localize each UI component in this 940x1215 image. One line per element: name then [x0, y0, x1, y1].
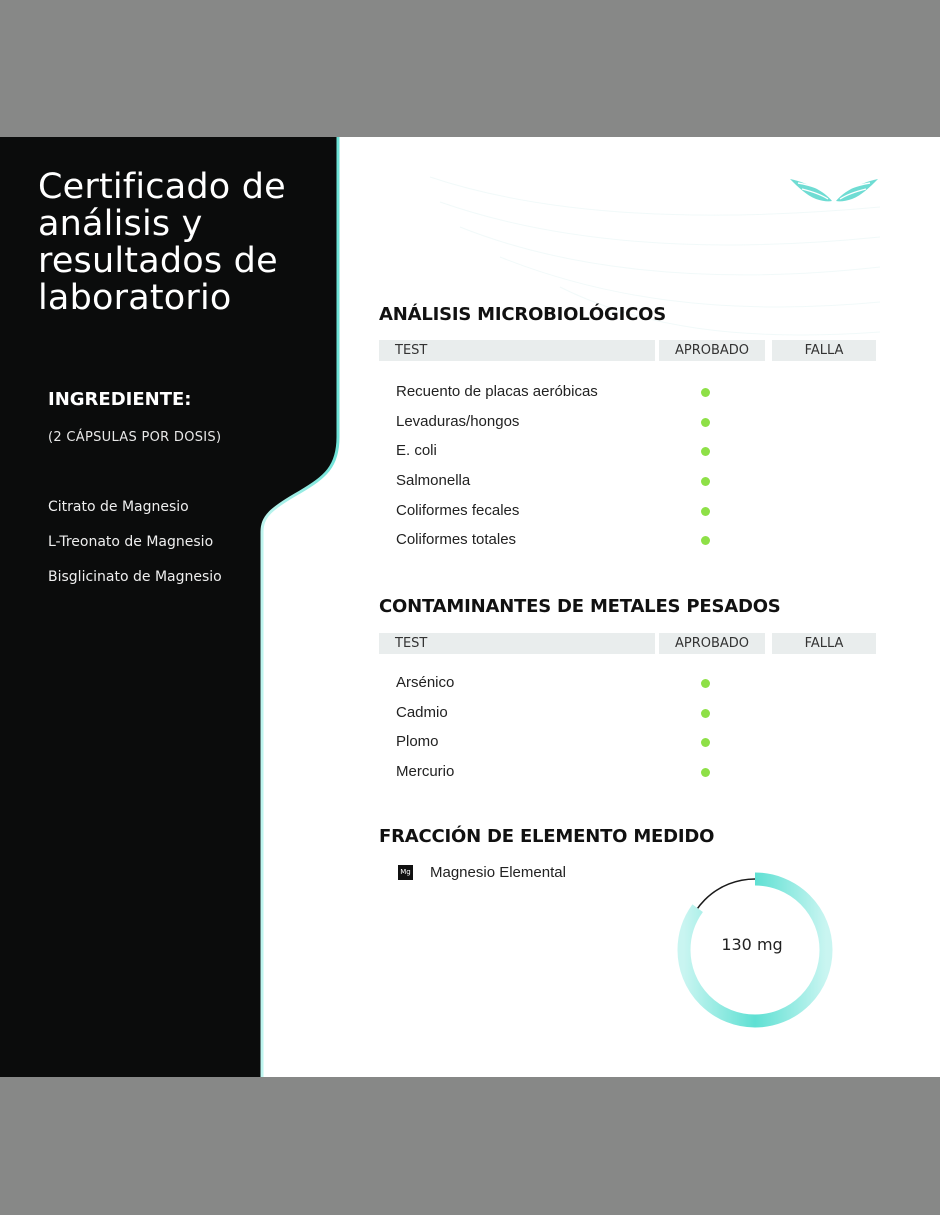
- green-dot-icon: [701, 418, 710, 427]
- green-dot-icon: [701, 738, 710, 747]
- green-dot-icon: [701, 536, 710, 545]
- table-row: [396, 412, 876, 442]
- green-dot-icon: [701, 477, 710, 486]
- page-title: Certificado de análisis y resultados de laboratorio: [38, 167, 286, 318]
- table-row: [396, 762, 876, 792]
- mg-element-icon: Mg: [398, 865, 413, 880]
- dose-note: (2 CÁPSULAS POR DOSIS): [48, 430, 222, 445]
- heavy-metals-table-header: [379, 633, 876, 654]
- test-name: Salmonella: [396, 472, 471, 490]
- header-approved: APROBADO: [659, 633, 765, 654]
- green-dot-icon: [701, 709, 710, 718]
- test-name: E. coli: [396, 442, 437, 460]
- test-name: Cadmio: [396, 703, 448, 721]
- heavy-metals-rows: [396, 673, 876, 792]
- header-fail: FALLA: [772, 340, 876, 361]
- ingredient-heading: INGREDIENTE:: [48, 389, 192, 410]
- green-dot-icon: [701, 388, 710, 397]
- header-fail: FALLA: [772, 633, 876, 654]
- microbiological-title: ANÁLISIS MICROBIOLÓGICOS: [379, 304, 666, 325]
- table-row: [396, 501, 876, 531]
- table-row: [396, 441, 876, 471]
- table-row: [396, 382, 876, 412]
- header-test: TEST: [379, 340, 655, 361]
- test-name: Coliformes totales: [396, 531, 517, 549]
- test-name: Coliformes fecales: [396, 501, 520, 519]
- ingredient-item: L-Treonato de Magnesio: [48, 534, 214, 550]
- heavy-metals-title: CONTAMINANTES DE METALES PESADOS: [379, 596, 781, 617]
- test-name: Arsénico: [396, 674, 455, 691]
- test-name: Recuento de placas aeróbicas: [396, 383, 598, 400]
- table-row: [396, 703, 876, 733]
- green-dot-icon: [701, 679, 710, 688]
- green-dot-icon: [701, 768, 710, 777]
- table-row: [396, 673, 876, 703]
- wings-logo-icon: [788, 173, 880, 207]
- test-name: Plomo: [396, 733, 439, 751]
- element-fraction-title: FRACCIÓN DE ELEMENTO MEDIDO: [379, 826, 715, 847]
- header-approved: APROBADO: [659, 340, 765, 361]
- ingredient-item: Citrato de Magnesio: [48, 499, 189, 515]
- microbiological-rows: [396, 382, 876, 560]
- header-test: TEST: [379, 633, 655, 654]
- table-row: [396, 471, 876, 501]
- table-row: [396, 732, 876, 762]
- legend-label: Magnesio Elemental: [430, 864, 566, 881]
- test-name: Mercurio: [396, 763, 455, 781]
- ingredient-list: [48, 497, 222, 602]
- ingredient-item: Bisglicinato de Magnesio: [48, 569, 222, 585]
- microbiological-table-header: [379, 340, 876, 361]
- table-row: [396, 530, 876, 560]
- test-name: Levaduras/hongos: [396, 412, 520, 430]
- green-dot-icon: [701, 447, 710, 456]
- certificate-card: [0, 137, 940, 1077]
- element-value: 130 mg: [721, 935, 783, 954]
- green-dot-icon: [701, 507, 710, 516]
